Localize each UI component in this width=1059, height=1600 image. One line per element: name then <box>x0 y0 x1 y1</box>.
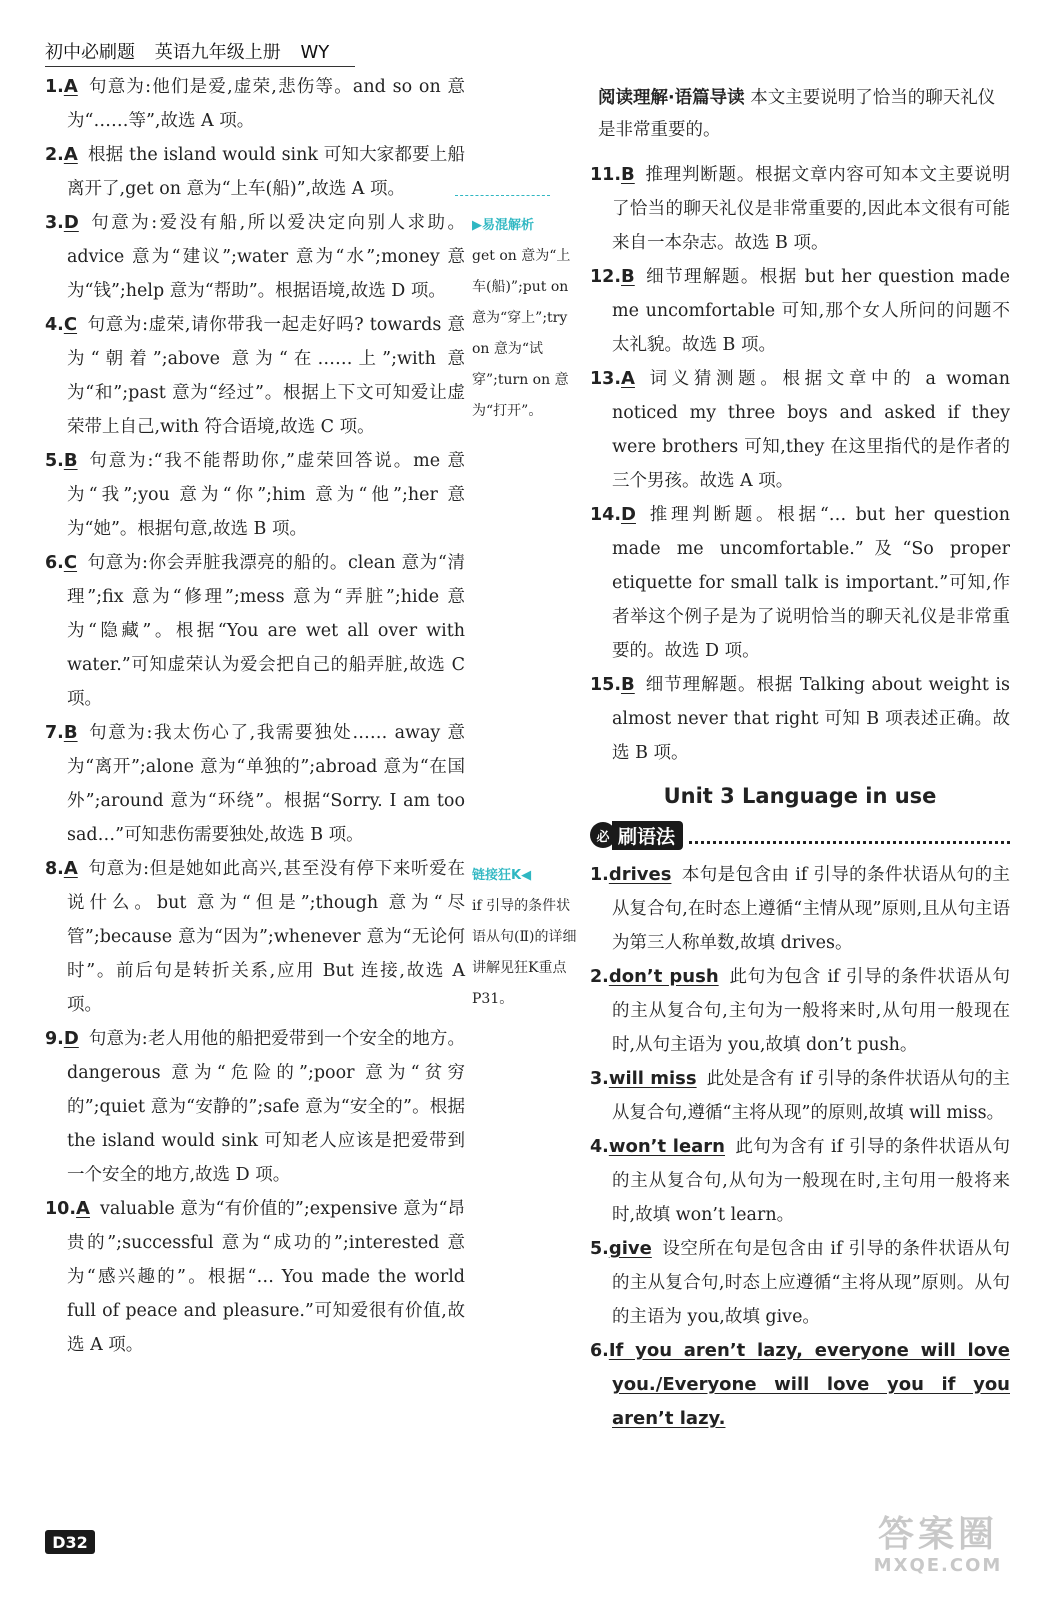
item-explanation: 设空所在句是包含由 if 引导的条件状语从句的主从复合句,时态上应遵循“主将从现”原则。从句的主语为 you,故填 give。 <box>612 1239 1010 1327</box>
item-number: 5. <box>45 451 64 471</box>
item-answer: drives <box>608 864 672 885</box>
answer-item <box>45 1192 465 1362</box>
item-explanation: 句意为:你会弄脏我漂亮的船的。clean 意为“清理”;fix 意为“修理”;mess 意为“弄脏”;hide 意为“隐藏”。根据“You are wet all over with water.”可知虚荣认为爱会把自己的船弄脏,故选 C 项。 <box>67 553 465 709</box>
item-number: 13. <box>590 369 622 389</box>
item-explanation: 细节理解题。根据 Talking about weight is almost never that right 可知 B 项表述正确。故选 B 项。 <box>612 675 1010 763</box>
item-explanation: 推理判断题。根据“… but her question made me uncomfortable.”及“So proper etiquette for small talk is important.”可知,作者举这个例子是为了说明恰当的聊天礼仪是非常重要的。故选 D 项。 <box>612 505 1010 661</box>
item-answer: B <box>63 450 78 471</box>
item-answer: A <box>63 144 78 165</box>
item-explanation: 此处是含有 if 引导的条件状语从句的主从复合句,遵循“主将从现”的原则,故填 will miss。 <box>612 1069 1011 1123</box>
answer-item <box>590 1334 1010 1436</box>
answer-item <box>590 498 1010 668</box>
item-number: 6. <box>590 1341 609 1361</box>
item-explanation: valuable 意为“有价值的”;expensive 意为“昂贵的”;successful 意为“成功的”;interested 意为“感兴趣的”。根据“… You made the world full of peace and pleasure.”可知爱很有价值,故选 A 项。 <box>67 1199 465 1355</box>
callout-line <box>455 195 550 196</box>
answer-item <box>45 70 465 138</box>
item-explanation: 句意为:老人用他的船把爱带到一个安全的地方。dangerous 意为“危险的”;poor 意为“贫穷的”;quiet 意为“安静的”;safe 意为“安全的”。根据 the island would sink 可知老人应该是把爱带到一个安全的地方,故选 D 项。 <box>67 1029 465 1185</box>
item-answer: A <box>63 76 78 97</box>
header-edition: WY <box>300 42 330 63</box>
item-number: 14. <box>590 505 622 525</box>
item-answer: D <box>63 212 79 233</box>
answer-item <box>590 1062 1010 1130</box>
answer-item <box>590 960 1010 1062</box>
item-answer: D <box>621 504 636 525</box>
answer-item <box>590 1130 1010 1232</box>
item-answer: A <box>76 1198 90 1219</box>
item-answer: give <box>608 1238 652 1259</box>
side-note-title: ▶易混解析 <box>472 218 534 233</box>
section-label: 刷语法 <box>612 821 683 850</box>
answer-item <box>590 858 1010 960</box>
side-note-text: get on 意为“上车(船)”;put on 意为“穿上”;try on 意为“试穿”;turn on 意为“打开”。 <box>472 248 571 419</box>
item-answer: A <box>621 368 635 389</box>
item-number: 4. <box>45 315 64 335</box>
item-explanation: 句意为:“我不能帮助你,”虚荣回答说。me 意为“我”;you 意为“你”;him 意为“他”;her 意为“她”。根据句意,故选 B 项。 <box>67 451 465 539</box>
section-dots <box>689 827 1010 844</box>
item-number: 1. <box>45 77 64 97</box>
item-answer: B <box>621 266 635 287</box>
reading-label: 阅读理解·语篇导读 <box>598 88 745 108</box>
item-answer: B <box>621 674 635 695</box>
answer-item <box>45 308 465 444</box>
answer-item <box>45 444 465 546</box>
answer-item <box>45 206 465 308</box>
watermark-url: MXQE.COM <box>873 1555 1003 1576</box>
item-answer: C <box>63 314 78 335</box>
grammar-section-header <box>590 820 1010 850</box>
answer-item <box>45 852 465 1022</box>
answer-item <box>45 546 465 716</box>
left-column <box>45 70 465 1362</box>
side-note-title: 链接狂K◀ <box>472 868 532 883</box>
reading-summary: 本文主要说明了恰当的聊天礼仪是非常重要的。 <box>598 88 996 140</box>
item-number: 3. <box>45 213 64 233</box>
item-number: 10. <box>45 1199 77 1219</box>
item-number: 5. <box>590 1239 609 1259</box>
item-number: 1. <box>590 865 609 885</box>
item-explanation: 句意为:虚荣,请你带我一起走好吗? towards 意为“朝着”;above 意为“在……上”;with 意为“和”;past 意为“经过”。根据上下文可知爱让虚荣带上自己,with 符合语境,故选 C 项。 <box>67 315 465 437</box>
item-number: 6. <box>45 553 64 573</box>
section-icon: 必 <box>590 822 616 848</box>
item-explanation: 此句为含有 if 引导的条件状语从句的主从复合句,从句为一般现在时,主句用一般将来时,故填 won’t learn。 <box>612 1137 1011 1225</box>
side-note-text: if 引导的条件状语从句(Ⅱ)的详细讲解见狂K重点 P31。 <box>472 898 577 1007</box>
answer-item <box>45 1022 465 1192</box>
item-number: 11. <box>590 165 622 185</box>
header-subject: 英语九年级上册 <box>154 42 281 63</box>
watermark-logo <box>838 1515 1038 1585</box>
item-number: 2. <box>590 967 609 987</box>
item-answer: B <box>63 722 78 743</box>
answer-item <box>590 362 1010 498</box>
item-answer: B <box>621 164 635 185</box>
reading-intro <box>598 82 1010 146</box>
header-book: 初中必刷题 <box>45 42 135 63</box>
item-number: 3. <box>590 1069 609 1089</box>
answer-item <box>590 668 1010 770</box>
item-answer: won’t learn <box>608 1136 725 1157</box>
item-number: 12. <box>590 267 622 287</box>
item-explanation: 词义猜测题。根据文章中的 a woman noticed my three boys and asked if they were brothers 可知,they 在这里指代的是作者的三个男孩。故选 A 项。 <box>612 369 1010 491</box>
reading-answers <box>590 158 1010 770</box>
page-header <box>45 38 355 67</box>
side-note-confusables <box>472 210 582 427</box>
watermark-text: 答案圈 <box>877 1514 998 1555</box>
item-explanation: 句意为:他们是爱,虚荣,悲伤等。and so on 意为“……等”,故选 A 项。 <box>67 77 465 131</box>
item-answer: A <box>63 858 78 879</box>
item-answer: will miss <box>608 1068 697 1089</box>
item-answer: C <box>63 552 78 573</box>
item-number: 4. <box>590 1137 609 1157</box>
answer-item <box>590 158 1010 260</box>
item-explanation: 本句是包含由 if 引导的条件状语从句的主从复合句,在时态上遵循“主情从现”原则,且从句主语为第三人称单数,故填 drives。 <box>612 865 1010 953</box>
item-explanation: 句意为:我太伤心了,我需要独处…… away 意为“离开”;alone 意为“单独的”;abroad 意为“在国外”;around 意为“环绕”。根据“Sorry. I am too sad…”可知悲伤需要独处,故选 B 项。 <box>67 723 465 845</box>
item-answer: D <box>63 1028 79 1049</box>
item-answer: don’t push <box>608 966 719 987</box>
item-explanation: 根据 the island would sink 可知大家都要上船离开了,get on 意为“上车(船)”,故选 A 项。 <box>67 145 465 199</box>
answer-item <box>45 716 465 852</box>
unit-title: Unit 3 Language in use <box>663 784 937 808</box>
item-number: 8. <box>45 859 64 879</box>
answer-item <box>45 138 465 206</box>
item-number: 15. <box>590 675 622 695</box>
item-number: 9. <box>45 1029 64 1049</box>
side-note-link <box>472 860 582 1015</box>
item-explanation: 细节理解题。根据 but her question made me uncomfortable 可知,那个女人所问的问题不太礼貌。故选 B 项。 <box>612 267 1010 355</box>
grammar-answers <box>590 858 1010 1436</box>
item-number: 2. <box>45 145 64 165</box>
item-explanation: 推理判断题。根据文章内容可知本文主要说明了恰当的聊天礼仪是非常重要的,因此本文很有可能来自一本杂志。故选 B 项。 <box>612 165 1010 253</box>
right-column <box>590 82 1010 1436</box>
item-explanation: 句意为:爱没有船,所以爱决定向别人求助。advice 意为“建议”;water 意为“水”;money 意为“钱”;help 意为“帮助”。根据语境,故选 D 项。 <box>67 213 465 301</box>
item-explanation: 句意为:但是她如此高兴,甚至没有停下来听爱在说什么。but 意为“但是”;though 意为“尽管”;because 意为“因为”;whenever 意为“无论何时”。前后句是转折关系,应用 But 连接,故选 A 项。 <box>67 859 465 1015</box>
page-number: D32 <box>45 1530 95 1554</box>
answer-item <box>590 1232 1010 1334</box>
item-answer: If you aren’t lazy, everyone will love you./Everyone will love you if you aren’t lazy. <box>608 1340 1010 1429</box>
item-number: 7. <box>45 723 64 743</box>
answer-item <box>590 260 1010 362</box>
item-explanation: 此句为包含 if 引导的条件状语从句的主从复合句,主句为一般将来时,从句用一般现在时,从句主语为 you,故填 don’t push。 <box>612 967 1010 1055</box>
